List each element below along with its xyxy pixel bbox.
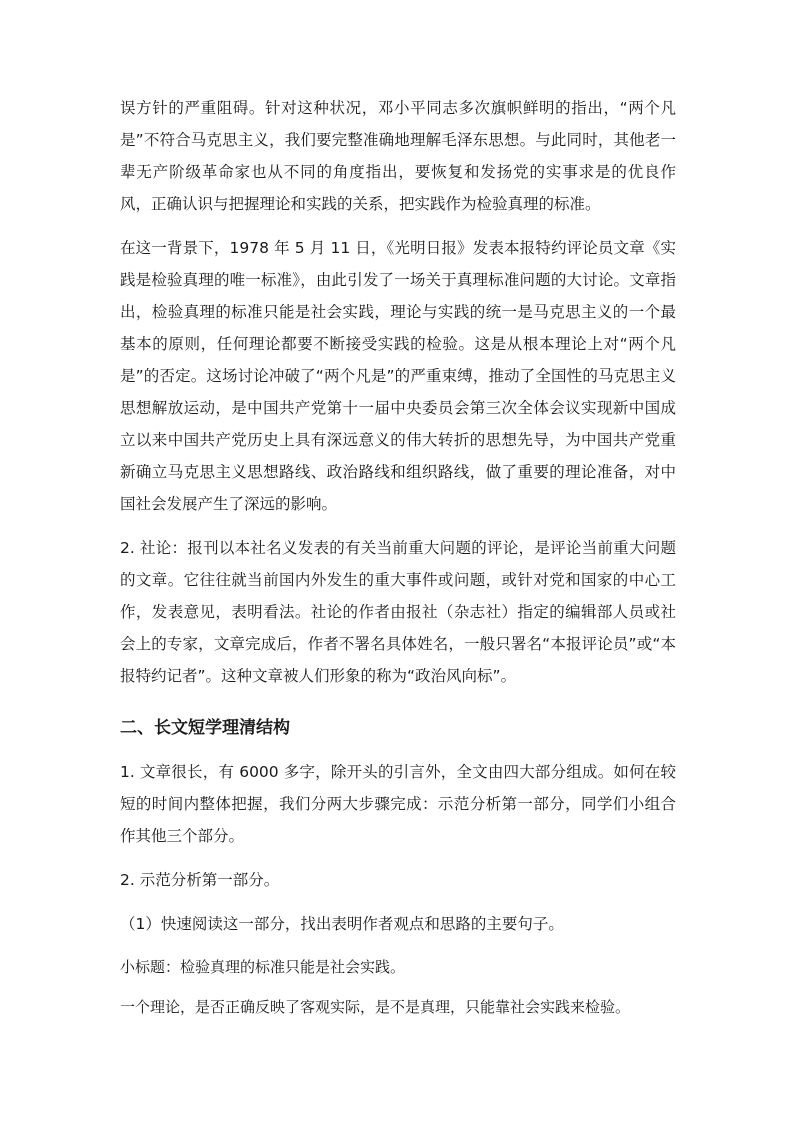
section-heading: 二、长文短学理清结构 — [120, 718, 290, 738]
body-paragraph: 误方针的严重阻碍。针对这种状况，邓小平同志多次旗帜鲜明的指出，“两个凡是”不符合马克思主义，我们要完整准确地理解毛泽东思想。与此同时，其他老一辈无产阶级革命家也从不同的角度指出，要恢复和发扬党的实事求是的优良作风，正确认识与把握理论和实践的关系，把实践作为检验真理的标准。 — [120, 99, 676, 213]
body-paragraph: 2. 社论：报刊以本社名义发表的有关当前重大问题的评论，是评论当前重大问题的文章。它往往就当前国内外发生的重大事件或问题，或针对党和国家的中心工作，发表意见，表明看法。社论的作者由报社（杂志社）指定的编辑部人员或社会上的专家，文章完成后，作者不署名具体姓名，一般只署名“本报评论员”或“本报特约记者”。这种文章被人们形象的称为“政治风向标”。 — [120, 539, 676, 685]
body-paragraph: 2. 示范分析第一部分。 — [120, 871, 280, 889]
quote-line: 一个理论，是否正确反映了客观实际，是不是真理，只能靠社会实践来检验。 — [120, 998, 631, 1016]
body-paragraph: 1. 文章很长，有 6000 多字，除开头的引言外，全文由四大部分组成。如何在较短的时间内整体把握，我们分两大步骤完成：示范分析第一部分，同学们小组合作其他三个部分。 — [120, 763, 676, 845]
quote-line: 小标题：检验真理的标准只能是社会实践。 — [120, 958, 406, 976]
body-paragraph: （1）快速阅读这一部分，找出表明作者观点和思路的主要句子。 — [120, 915, 564, 933]
body-paragraph: 在这一背景下，1978 年 5 月 11 日，《光明日报》发表本报特约评论员文章《实践是检验真理的唯一标准》，由此引发了一场关于真理标准问题的大讨论。文章指出，检验真理的标准只能是社会实践，理论与实践的统一是马克思主义的一个最基本的原则，任何理论都要不断接受实践的检验。这是从根本理论上对“两个凡是”的否定。这场讨论冲破了“两个凡是”的严重束缚，推动了全国性的马克思主义思想解放运动，是中国共产党第十一届中央委员会第三次全体会议实现新中国成立以来中国共产党历史上具有深远意义的伟大转折的思想先导，为中国共产党重新确立马克思主义思想路线、政治路线和组织路线，做了重要的理论准备，对中国社会发展产生了深远的影响。 — [120, 239, 676, 513]
document-page — [120, 92, 676, 1032]
